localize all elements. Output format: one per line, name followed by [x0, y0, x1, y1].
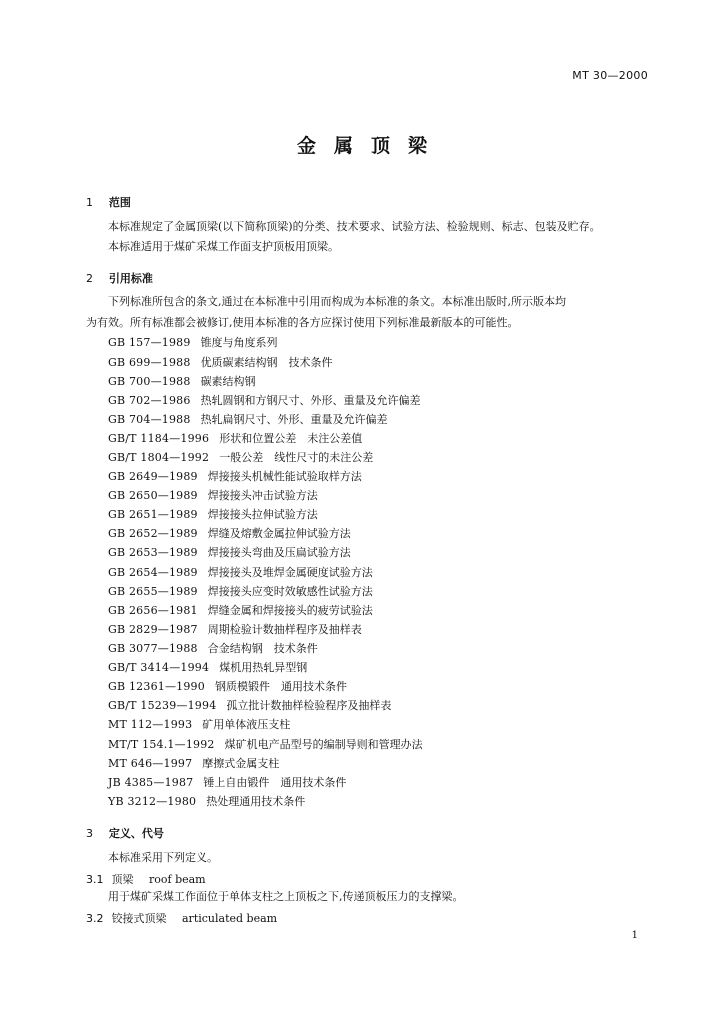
standard-title: 焊接接头机械性能试验取样方法: [207, 470, 362, 483]
standard-ref-item: [108, 661, 307, 675]
standard-ref-item: [108, 566, 373, 580]
standard-title: 煤机用热轧异型钢: [219, 661, 308, 674]
standard-ref-item: [108, 680, 347, 694]
section-number: 3: [86, 827, 93, 840]
standard-code: GB 2654—1989: [108, 566, 198, 579]
standard-ref-item: [108, 546, 351, 560]
standard-ref-item: [108, 642, 318, 656]
standard-ref-item: [108, 699, 391, 713]
standard-ref-item: [108, 375, 256, 389]
paragraph: 本标准适用于煤矿采煤工作面支护顶板用顶梁。: [108, 240, 339, 253]
standard-ref-item: [108, 604, 373, 618]
standard-title: 摩擦式金属支柱: [202, 757, 280, 770]
standard-ref-item: [108, 432, 362, 446]
standard-ref-item: [108, 718, 290, 732]
standard-code: GB/T 15239—1994: [108, 699, 217, 712]
standard-title: 焊缝金属和焊接接头的疲劳试验法: [207, 604, 373, 617]
clause-number: 3.2: [86, 912, 104, 925]
standard-code: GB/T 3414—1994: [108, 661, 210, 674]
section-title: 定义、代号: [108, 827, 164, 840]
standard-code: GB 12361—1990: [108, 680, 205, 693]
standard-title: 周期检验计数抽样程序及抽样表: [207, 623, 362, 636]
definition-3-1: [86, 871, 206, 887]
standard-code: JB 4385—1987: [108, 776, 194, 789]
standard-ref-item: [108, 738, 423, 752]
document-title: 金属顶梁: [296, 135, 445, 157]
section-number: 2: [86, 272, 93, 285]
standard-code: GB 157—1989: [108, 336, 191, 349]
section-number: 1: [86, 196, 93, 209]
standard-code: GB 704—1988: [108, 413, 191, 426]
standard-code: GB 2655—1989: [108, 585, 198, 598]
paragraph: 本标准采用下列定义。: [108, 851, 218, 864]
standard-code: GB 2650—1989: [108, 489, 198, 502]
standard-title: 矿用单体液压支柱: [202, 718, 291, 731]
standard-code: GB 699—1988: [108, 356, 191, 369]
standard-code: GB 2649—1989: [108, 470, 198, 483]
standard-title: 锤上自由锻件 通用技术条件: [203, 776, 347, 789]
standard-code: GB 2651—1989: [108, 508, 198, 521]
standard-title: 优质碳素结构钢 技术条件: [200, 356, 333, 369]
paragraph: 本标准规定了金属顶梁(以下简称顶梁)的分类、技术要求、试验方法、检验规则、标志、包装及贮存。: [108, 220, 601, 233]
standard-title: 热轧圆钢和方钢尺寸、外形、重量及允许偏差: [200, 394, 421, 407]
standard-title: 钢质模锻件 通用技术条件: [214, 680, 347, 693]
paragraph: 下列标准所包含的条文,通过在本标准中引用而构成为本标准的条文。本标准出版时,所示版本均: [108, 295, 566, 308]
definition-term: 顶梁: [111, 873, 134, 886]
standard-ref-item: [108, 470, 362, 484]
standard-code: MT 112—1993: [108, 718, 193, 731]
section-1-heading: [86, 194, 131, 210]
standard-title: 热轧扁钢尺寸、外形、重量及允许偏差: [200, 413, 388, 426]
clause-number: 3.1: [86, 873, 104, 886]
standard-code: GB 2656—1981: [108, 604, 198, 617]
standard-code: GB 2653—1989: [108, 546, 198, 559]
standard-ref-item: [108, 413, 388, 427]
standard-code: YB 3212—1980: [108, 795, 197, 808]
standard-ref-item: [108, 527, 351, 541]
standard-title: 热处理通用技术条件: [206, 795, 306, 808]
standard-ref-item: [108, 356, 333, 370]
standard-title: 焊接接头拉伸试验方法: [207, 508, 318, 521]
standard-title: 焊接接头应变时效敏感性试验方法: [207, 585, 373, 598]
definition-term-english: roof beam: [149, 873, 206, 886]
standard-code: GB 700—1988: [108, 375, 191, 388]
standard-title: 碳素结构钢: [200, 375, 256, 388]
standard-code: GB 702—1986: [108, 394, 191, 407]
standard-title: 焊接接头冲击试验方法: [207, 489, 318, 502]
standard-title: 合金结构钢 技术条件: [207, 642, 318, 655]
standard-title: 焊接接头弯曲及压扁试验方法: [207, 546, 351, 559]
section-title: 引用标准: [108, 272, 153, 285]
definition-text: 用于煤矿采煤工作面位于单体支柱之上顶板之下,传递顶板压力的支撑梁。: [108, 890, 464, 903]
standard-ref-item: [108, 585, 373, 599]
standard-title: 焊缝及熔敷金属拉伸试验方法: [207, 527, 351, 540]
standard-title: 孤立批计数抽样检验程序及抽样表: [226, 699, 392, 712]
definition-3-2: [86, 910, 277, 926]
section-3-heading: [86, 825, 164, 841]
standard-title: 煤矿机电产品型号的编制导则和管理办法: [224, 738, 423, 751]
standard-code: GB/T 1804—1992: [108, 451, 210, 464]
standard-ref-item: [108, 394, 421, 408]
standard-code-header: MT 30—2000: [572, 69, 648, 82]
section-2-heading: [86, 270, 153, 286]
standard-ref-item: [108, 795, 305, 809]
standard-ref-item: [108, 489, 318, 503]
standard-title: 一般公差 线性尺寸的未注公差: [219, 451, 374, 464]
standard-ref-item: [108, 451, 373, 465]
standard-ref-item: [108, 623, 362, 637]
standard-ref-item: [108, 508, 318, 522]
standard-title: 锥度与角度系列: [200, 336, 278, 349]
standard-code: GB 2829—1987: [108, 623, 198, 636]
standard-title: 焊接接头及堆焊金属硬度试验方法: [207, 566, 373, 579]
standard-code: GB/T 1184—1996: [108, 432, 210, 445]
standard-code: GB 2652—1989: [108, 527, 198, 540]
standard-code: MT/T 154.1—1992: [108, 738, 215, 751]
standard-title: 形状和位置公差 未注公差值: [219, 432, 363, 445]
standard-ref-item: [108, 776, 346, 790]
definition-term-english: articulated beam: [182, 912, 278, 925]
section-title: 范围: [108, 196, 131, 209]
standard-ref-item: [108, 336, 278, 350]
standard-code: GB 3077—1988: [108, 642, 198, 655]
standard-code: MT 646—1997: [108, 757, 193, 770]
paragraph: 为有效。所有标准都会被修订,使用本标准的各方应探讨使用下列标准最新版本的可能性。: [86, 316, 519, 329]
page-number: 1: [631, 930, 638, 941]
standard-ref-item: [108, 757, 279, 771]
definition-term: 铰接式顶梁: [111, 912, 167, 925]
